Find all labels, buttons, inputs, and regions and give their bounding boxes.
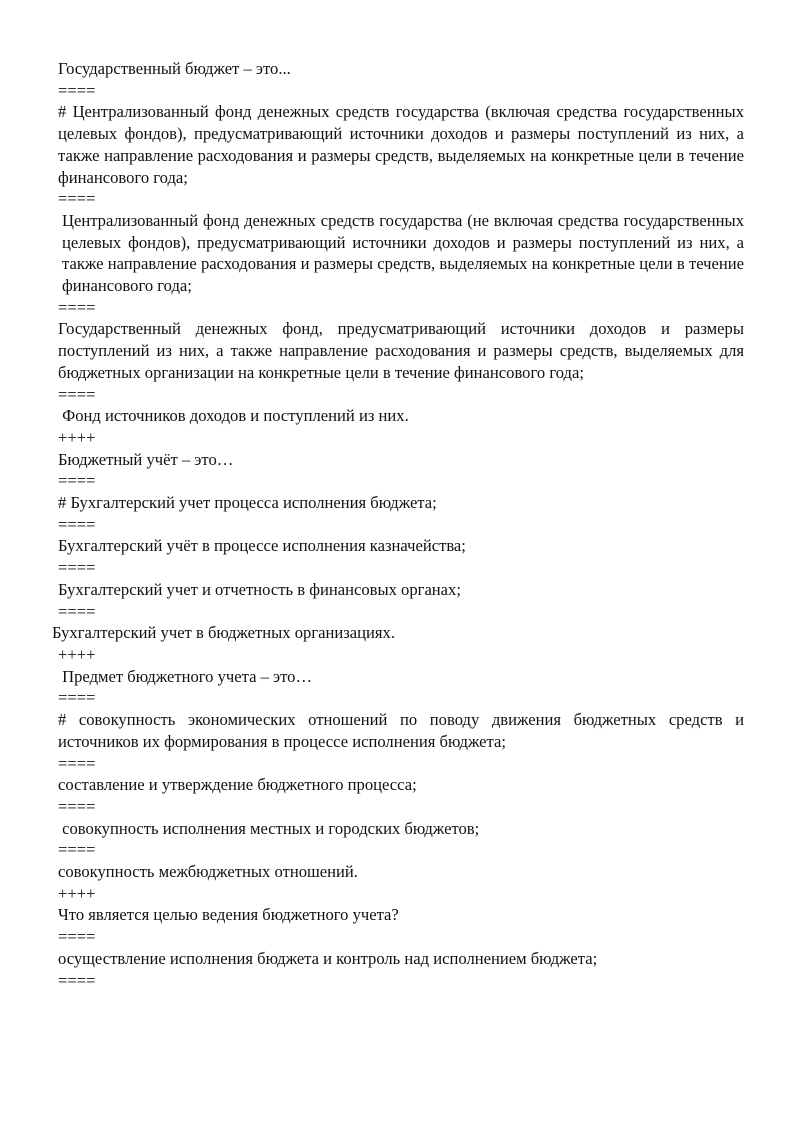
- answer-separator: ====: [58, 189, 96, 209]
- document-page: [52, 58, 744, 991]
- answer-separator: ====: [58, 970, 96, 990]
- answer-separator: ====: [58, 514, 96, 534]
- answer-separator: ====: [58, 558, 96, 578]
- question-separator: ++++: [58, 427, 96, 447]
- answer-separator: ====: [58, 80, 96, 100]
- answer-text: # Централизованный фонд денежных средств государства (включая средства государственных целевых фондов), предусматривающий источники доходов и размеры поступлений из них, а также направление расходования и размеры средств, выделяемых на конкретные цели в течение финансового года;: [58, 102, 744, 187]
- question-text: Предмет бюджетного учета – это…: [58, 666, 313, 686]
- answer-separator: ====: [58, 927, 96, 947]
- question-text: Бюджетный учёт – это…: [58, 449, 234, 469]
- answer-separator: ====: [58, 796, 96, 816]
- answer-separator: ====: [58, 601, 96, 621]
- answer-text: осуществление исполнения бюджета и контроль над исполнением бюджета;: [58, 948, 598, 968]
- answer-text: совокупность межбюджетных отношений.: [58, 862, 358, 882]
- answer-text: Централизованный фонд денежных средств государства (не включая средства государственных целевых фондов), предусматривающий источники доходов и размеры поступлений из них, а также направление расходования и размеры средств, выделяемых на конкретные цели в течение финансового года;: [62, 210, 744, 296]
- question-separator: ++++: [58, 644, 96, 664]
- answer-separator: ====: [58, 384, 96, 404]
- answer-text: совокупность исполнения местных и городских бюджетов;: [58, 818, 480, 838]
- answer-text: # совокупность экономических отношений по поводу движения бюджетных средств и источников их формирования в процессе исполнения бюджета;: [58, 710, 744, 751]
- answer-text: # Бухгалтерский учет процесса исполнения бюджета;: [58, 493, 437, 513]
- answer-text: составление и утверждение бюджетного процесса;: [58, 775, 417, 795]
- question-separator: ++++: [58, 883, 96, 903]
- answer-text: Бухгалтерский учёт в процессе исполнения казначейства;: [58, 536, 466, 556]
- question-text: Государственный бюджет – это...: [58, 59, 291, 78]
- answer-separator: ====: [58, 753, 96, 773]
- answer-separator: ====: [58, 840, 96, 860]
- answer-text: Государственный денежных фонд, предусматривающий источники доходов и размеры поступлений из них, а также направление расходования и размеры средств, выделяемых для бюджетных организации на конкретные цели в течение финансового года;: [58, 319, 744, 382]
- question-text: Что является целью ведения бюджетного учета?: [58, 905, 399, 925]
- answer-text: Бухгалтерский учет в бюджетных организациях.: [52, 623, 396, 643]
- answer-separator: ====: [58, 688, 96, 708]
- answer-separator: ====: [58, 471, 96, 491]
- answer-text: Бухгалтерский учет и отчетность в финансовых органах;: [58, 579, 461, 599]
- answer-separator: ====: [58, 297, 96, 317]
- answer-text: Фонд источников доходов и поступлений из них.: [58, 406, 409, 426]
